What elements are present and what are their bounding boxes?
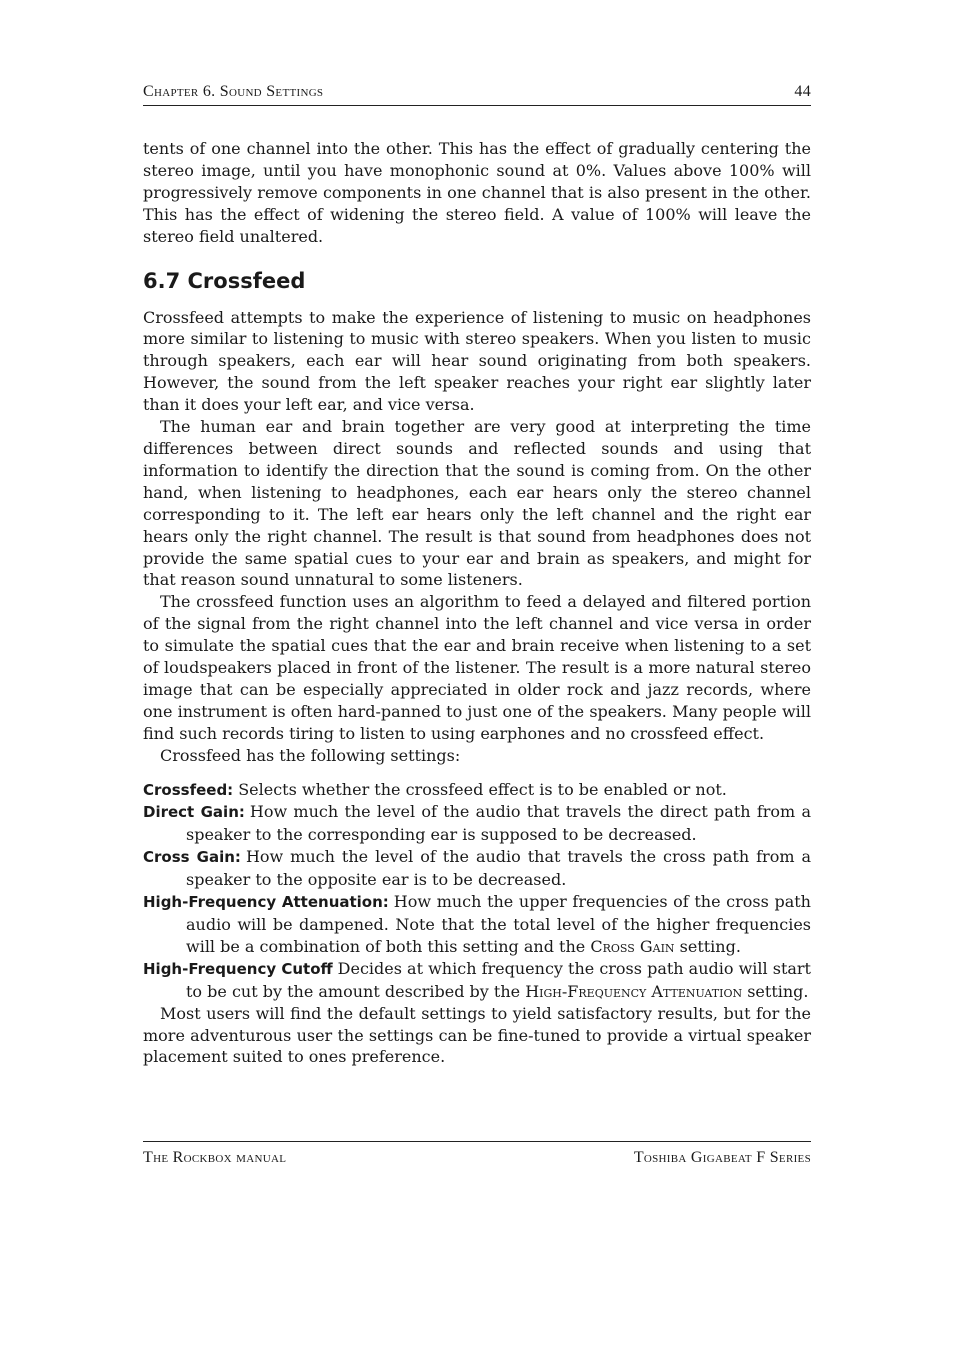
section-heading: 6.7 Crossfeed [143, 268, 306, 293]
setting-term: Direct Gain: [143, 803, 245, 822]
setting-desc: Decides at which frequency the cross path audio will start to be cut by the amount described by the [186, 958, 811, 1001]
setting-item [143, 779, 811, 802]
setting-reference: High-Frequency Attenuation [525, 981, 743, 1001]
setting-term: High-Frequency Attenuation: [143, 893, 389, 912]
chapter-title: Chapter 6. Sound Settings [143, 83, 324, 100]
setting-reference: Cross Gain [590, 936, 675, 956]
footer-manual-title: The Rockbox manual [143, 1149, 287, 1166]
settings-list [143, 779, 811, 1003]
intro-paragraph: tents of one channel into the other. This has the effect of gradually centering the stereo image, until you have monophonic sound at 0%. Values above 100% will progressively remove components in one channel that is also present in the other. This has the effect of widening the stereo field. A value of 100% will leave the stereo field unaltered. [143, 139, 811, 246]
setting-term: Crossfeed: [143, 780, 234, 799]
setting-term: High-Frequency Cutoff [143, 959, 333, 978]
setting-desc: How much the level of the audio that travels the direct path from a speaker to the corresponding ear is supposed to be decreased. [186, 802, 812, 845]
paragraph: The human ear and brain together are very good at interpreting the time differences between direct sounds and reflected sounds and using that information to identify the direction that the sound is coming from. On the other hand, when listening to headphones, each ear hears only the stereo channel corresponding to it. The left ear hears only the left channel and the right ear hears only the right channel. The result is that sound from headphones does not provide the same spatial cues to your ear and brain as speakers, and might for that reason sound unnatural to some listeners. [143, 417, 811, 590]
setting-item [143, 958, 811, 1003]
closing-paragraph: Most users will find the default settings to yield satisfactory results, but for the more adventurous user the settings can be fine-tuned to provide a virtual speaker placement suited to ones preference. [143, 1003, 811, 1067]
setting-desc: How much the level of the audio that travels the cross path from a speaker to the opposite ear is to be decreased. [186, 847, 812, 890]
setting-term: Cross Gain: [143, 848, 241, 867]
paragraph: The crossfeed function uses an algorithm to feed a delayed and filtered portion of the signal from the right channel into the left channel and vice versa in order to simulate the spatial cues that the ear and brain receive when listening to a set of loudspeakers placed in front of the listener. The result is a more natural stereo image that can be especially appreciated in older rock and jazz records, where one instrument is often hard-panned to just one of the speakers. Many people will find such records tiring to listen to using earphones and no crossfeed effect. [143, 592, 811, 743]
setting-item [143, 846, 811, 891]
setting-desc: Selects whether the crossfeed effect is to be enabled or not. [238, 779, 727, 799]
setting-item [143, 891, 811, 958]
body-text [143, 138, 811, 1068]
running-header [143, 83, 811, 106]
setting-desc-tail: setting. [747, 981, 809, 1001]
setting-desc-tail: setting. [679, 936, 741, 956]
running-footer [143, 1141, 811, 1166]
setting-desc: How much the upper frequencies of the cross path audio will be dampened. Note that the total level of the higher frequencies will be a combination of both this setting and the [186, 892, 811, 956]
footer-device-series: Toshiba Gigabeat F Series [633, 1149, 811, 1166]
paragraph: Crossfeed has the following settings: [160, 745, 461, 765]
page-number: 44 [794, 83, 811, 100]
setting-item [143, 801, 811, 846]
paragraph: Crossfeed attempts to make the experience of listening to music on headphones more similar to listening to music with stereo speakers. When you listen to music through speakers, each ear will hear sound originating from both speakers. However, the sound from the left speaker reaches your right ear slightly later than it does your left ear, and vice versa. [143, 307, 811, 415]
